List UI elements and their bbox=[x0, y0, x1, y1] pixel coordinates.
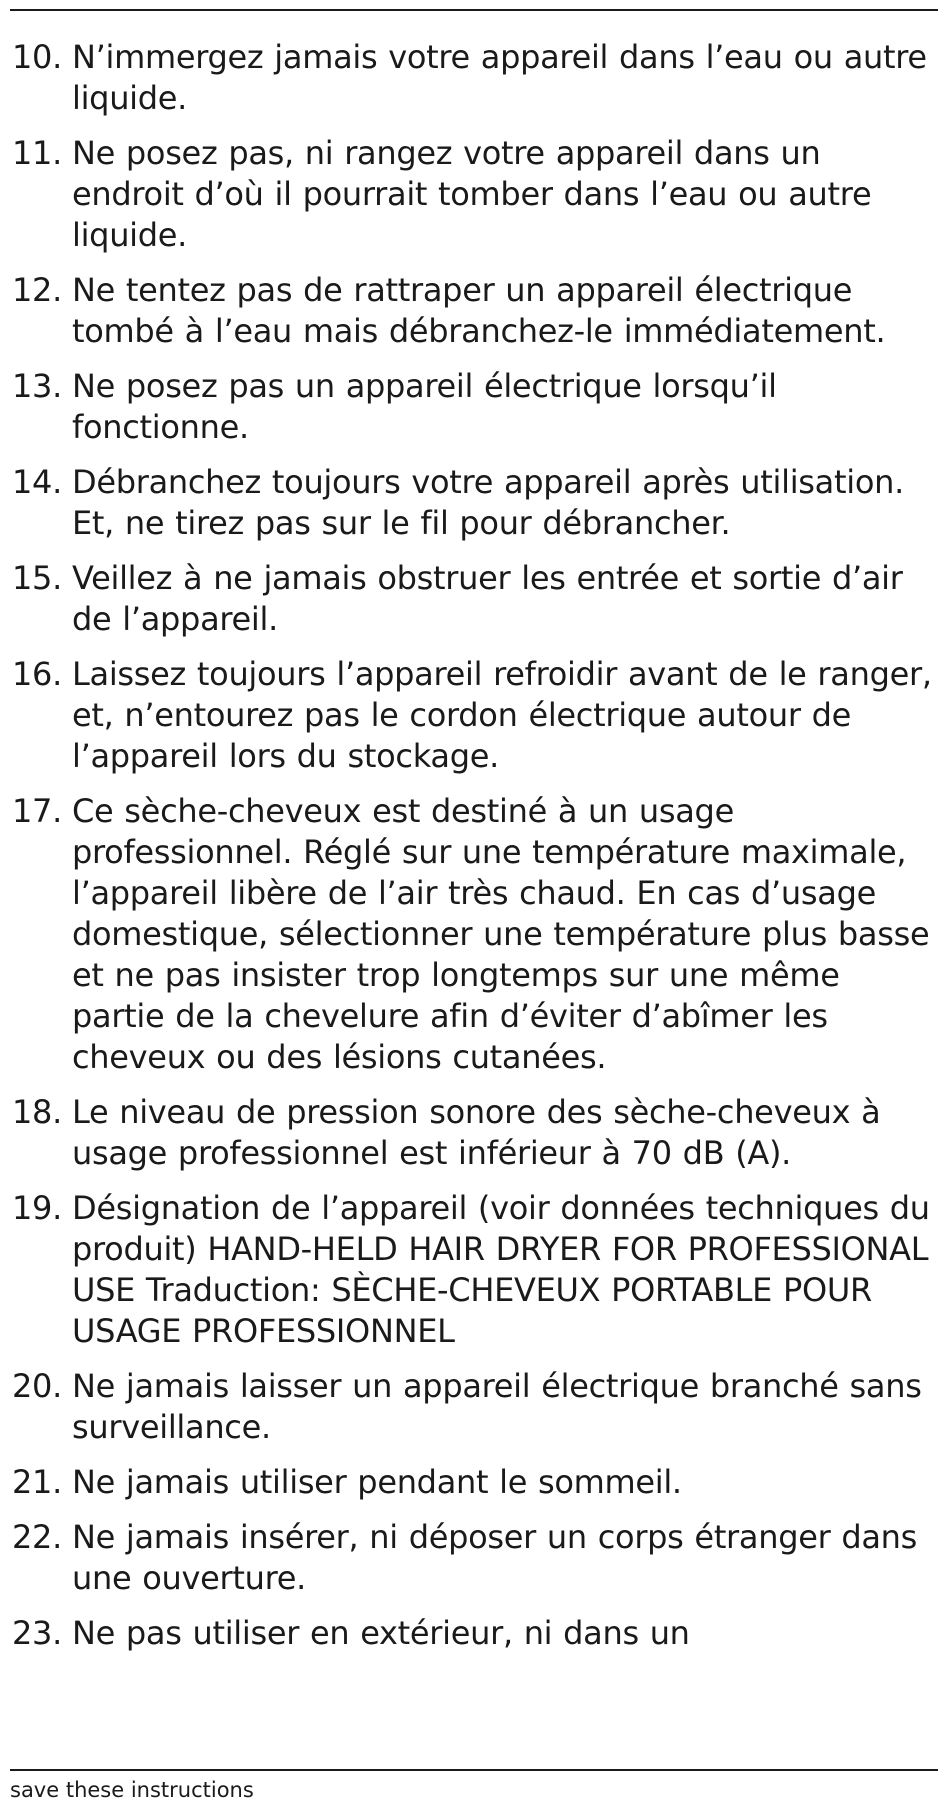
list-item-20 bbox=[12, 1366, 940, 1448]
item-number: 21. bbox=[12, 1463, 62, 1501]
item-text: Ne jamais utiliser pendant le sommeil. bbox=[72, 1463, 682, 1501]
item-text: N’immergez jamais votre appareil dans l’eau ou autre liquide. bbox=[72, 38, 927, 117]
list-item-18 bbox=[12, 1092, 940, 1174]
list-item-16 bbox=[12, 654, 940, 777]
item-number: 20. bbox=[12, 1367, 62, 1405]
item-number: 12. bbox=[12, 271, 62, 309]
item-text: Ne jamais insérer, ni déposer un corps étranger dans une ouverture. bbox=[72, 1518, 918, 1597]
footer-text: save these instructions bbox=[10, 1778, 254, 1802]
list-item-11 bbox=[12, 133, 940, 256]
item-number: 18. bbox=[12, 1093, 62, 1131]
item-number: 19. bbox=[12, 1189, 62, 1227]
bottom-divider bbox=[10, 1769, 938, 1771]
list-item-13 bbox=[12, 366, 940, 448]
item-text: Désignation de l’appareil (voir données techniques du produit) HAND-HELD HAIR DRYER FOR PROFESSIONAL USE Traduction: SÈCHE-CHEVEUX PORTABLE POUR USAGE PROFESSIONNEL bbox=[72, 1189, 930, 1350]
list-item-15 bbox=[12, 558, 940, 640]
item-text: Ce sèche-cheveux est destiné à un usage professionnel. Réglé sur une température maximale, l’appareil libère de l’air très chaud. En cas d’usage domestique, sélectionner une température plus basse et ne pas insister trop longtemps sur une même partie de la chevelure afin d’éviter d’abîmer les cheveux ou des lésions cutanées. bbox=[72, 792, 930, 1076]
item-text: Ne posez pas, ni rangez votre appareil dans un endroit d’où il pourrait tomber dans l’eau ou autre liquide. bbox=[72, 134, 872, 254]
list-item-10 bbox=[12, 37, 940, 119]
item-text: Débranchez toujours votre appareil après utilisation. Et, ne tirez pas sur le fil pour débrancher. bbox=[72, 463, 904, 542]
item-number: 14. bbox=[12, 463, 62, 501]
item-text: Veillez à ne jamais obstruer les entrée et sortie d’air de l’appareil. bbox=[72, 559, 903, 638]
item-text: Le niveau de pression sonore des sèche-cheveux à usage professionnel est inférieur à 70 dB (A). bbox=[72, 1093, 881, 1172]
list-item-14 bbox=[12, 462, 940, 544]
list-item-21 bbox=[12, 1462, 940, 1503]
item-number: 17. bbox=[12, 792, 62, 830]
item-number: 22. bbox=[12, 1518, 62, 1556]
list-item-17 bbox=[12, 791, 940, 1078]
item-number: 16. bbox=[12, 655, 62, 693]
list-item-19 bbox=[12, 1188, 940, 1352]
item-text: Ne posez pas un appareil électrique lorsqu’il fonctionne. bbox=[72, 367, 777, 446]
item-text: Ne pas utiliser en extérieur, ni dans un bbox=[72, 1614, 690, 1652]
item-number: 13. bbox=[12, 367, 62, 405]
item-text: Ne tentez pas de rattraper un appareil électrique tombé à l’eau mais débranchez-le immédiatement. bbox=[72, 271, 886, 350]
item-text: Laissez toujours l’appareil refroidir avant de le ranger, et, n’entourez pas le cordon électrique autour de l’appareil lors du stockage. bbox=[72, 655, 932, 775]
top-divider bbox=[10, 9, 938, 11]
instruction-list bbox=[12, 37, 940, 1668]
item-number: 11. bbox=[12, 134, 62, 172]
list-item-23 bbox=[12, 1613, 940, 1654]
item-number: 15. bbox=[12, 559, 62, 597]
item-number: 10. bbox=[12, 38, 62, 76]
item-number: 23. bbox=[12, 1614, 62, 1652]
item-text: Ne jamais laisser un appareil électrique branché sans surveillance. bbox=[72, 1367, 922, 1446]
list-item-12 bbox=[12, 270, 940, 352]
list-item-22 bbox=[12, 1517, 940, 1599]
